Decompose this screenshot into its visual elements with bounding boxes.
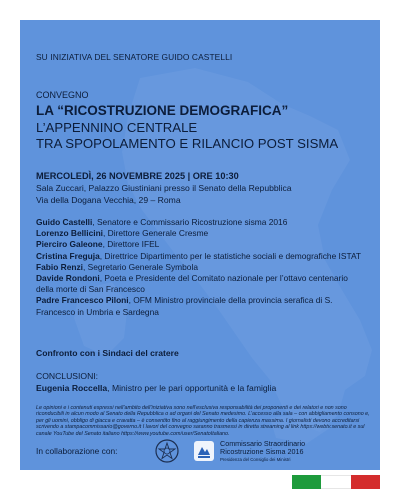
conclusions-label: CONCLUSIONI: xyxy=(36,371,99,381)
collaboration-label: In collaborazione con: xyxy=(36,446,118,456)
speaker-item xyxy=(36,228,366,239)
speaker-item xyxy=(36,262,366,273)
italian-republic-emblem-icon xyxy=(154,438,180,464)
conclusions-name: Eugenia Roccella xyxy=(36,382,108,393)
partner-line2: Ricostruzione Sisma 2016 xyxy=(220,447,304,457)
event-subtitle-line2: TRA SPOPOLAMENTO E RILANCIO POST SISMA xyxy=(36,136,339,151)
partner-line1: Commissario Straordinario xyxy=(220,439,306,448)
speaker-item xyxy=(36,239,366,250)
conclusions-speaker xyxy=(36,383,366,395)
mayors-discussion: Confronto con i Sindaci del cratere xyxy=(36,348,179,358)
disclaimer-text: Le opinioni e i contenuti espressi nell’ambito dell’iniziativa sono nell’esclusiva responsabilità dei proponenti e dei relatori e non sono riconducibili in alcun modo al Senato della Repubblica o ad organi del Senato medesimo. L’accesso alla sala – con abbigliamento consono e, per gli uomini, obbligo di giacca e cravatta – è consentito fino al raggiungimento della capienza massima. I giornalisti devono accreditarsi scrivendo a stampacommissario@governo.it I lavori del convegno saranno trasmessi in diretta streaming al link https://webtv.senato.it e sul canale YouTube del Senato italiano https://www.youtube.com/user/SenatoItaliano. xyxy=(36,405,370,437)
speaker-role: , Senatore e Commissario Ricostruzione sisma 2016 xyxy=(92,217,288,227)
flag-red-stripe xyxy=(351,475,380,489)
speaker-item xyxy=(36,295,366,317)
event-title: LA “RICOSTRUZIONE DEMOGRAFICA” xyxy=(36,103,289,118)
flag-white-stripe xyxy=(321,475,350,489)
speaker-role: , OFM Ministro provinciale della provincia serafica di S. Francesco in Umbria e Sardegna xyxy=(36,295,333,317)
speaker-name: Lorenzo Bellicini xyxy=(36,228,104,239)
speaker-role: , Direttrice Dipartimento per le statistiche sociali e demografiche ISTAT xyxy=(99,250,362,261)
speaker-role: , Direttore Generale Cresme xyxy=(103,228,209,239)
conclusions-role: , Ministro per le pari opportunità e la famiglia xyxy=(107,382,277,393)
invitation-panel xyxy=(20,20,380,470)
commissario-logo-icon xyxy=(192,439,216,463)
conclusions-section xyxy=(36,371,366,394)
italian-flag xyxy=(292,475,380,489)
speaker-name: Pierciro Galeone xyxy=(36,239,103,250)
event-type-label: CONVEGNO xyxy=(36,90,89,100)
venue-line2: Via della Dogana Vecchia, 29 – Roma xyxy=(36,194,181,205)
speaker-name: Guido Castelli xyxy=(36,217,93,227)
speaker-role: , Segretario Generale Symbola xyxy=(83,261,198,272)
speaker-name: Padre Francesco Piloni xyxy=(36,295,129,306)
venue-line1: Sala Zuccari, Palazzo Giustiniani presso il Senato della Repubblica xyxy=(36,183,292,193)
speaker-name: Fabio Renzi xyxy=(36,261,83,272)
speaker-role: , Direttore IFEL xyxy=(102,239,160,250)
event-subtitle xyxy=(36,120,376,152)
event-datetime: MERCOLEDÌ, 26 NOVEMBRE 2025 | ORE 10:30 xyxy=(36,171,239,181)
commissario-wordmark xyxy=(220,440,305,463)
event-subtitle-line1: L’APPENNINO CENTRALE xyxy=(36,120,198,135)
speaker-name: Cristina Freguja xyxy=(36,250,100,261)
partner-line3: Presidenza del Consiglio dei Ministri xyxy=(220,456,291,462)
promoter-line: SU INIZIATIVA DEL SENATORE GUIDO CASTELLI xyxy=(36,52,233,62)
flag-green-stripe xyxy=(292,475,321,489)
speaker-name: Davide Rondoni xyxy=(36,273,100,284)
speaker-role: , Poeta e Presidente del Comitato nazionale per l’ottavo centenario della morte di San Francesco xyxy=(36,273,348,295)
speakers-list xyxy=(36,217,366,318)
speaker-item xyxy=(36,251,366,262)
speaker-item xyxy=(36,217,366,228)
event-venue xyxy=(36,183,366,206)
speaker-item xyxy=(36,273,366,295)
